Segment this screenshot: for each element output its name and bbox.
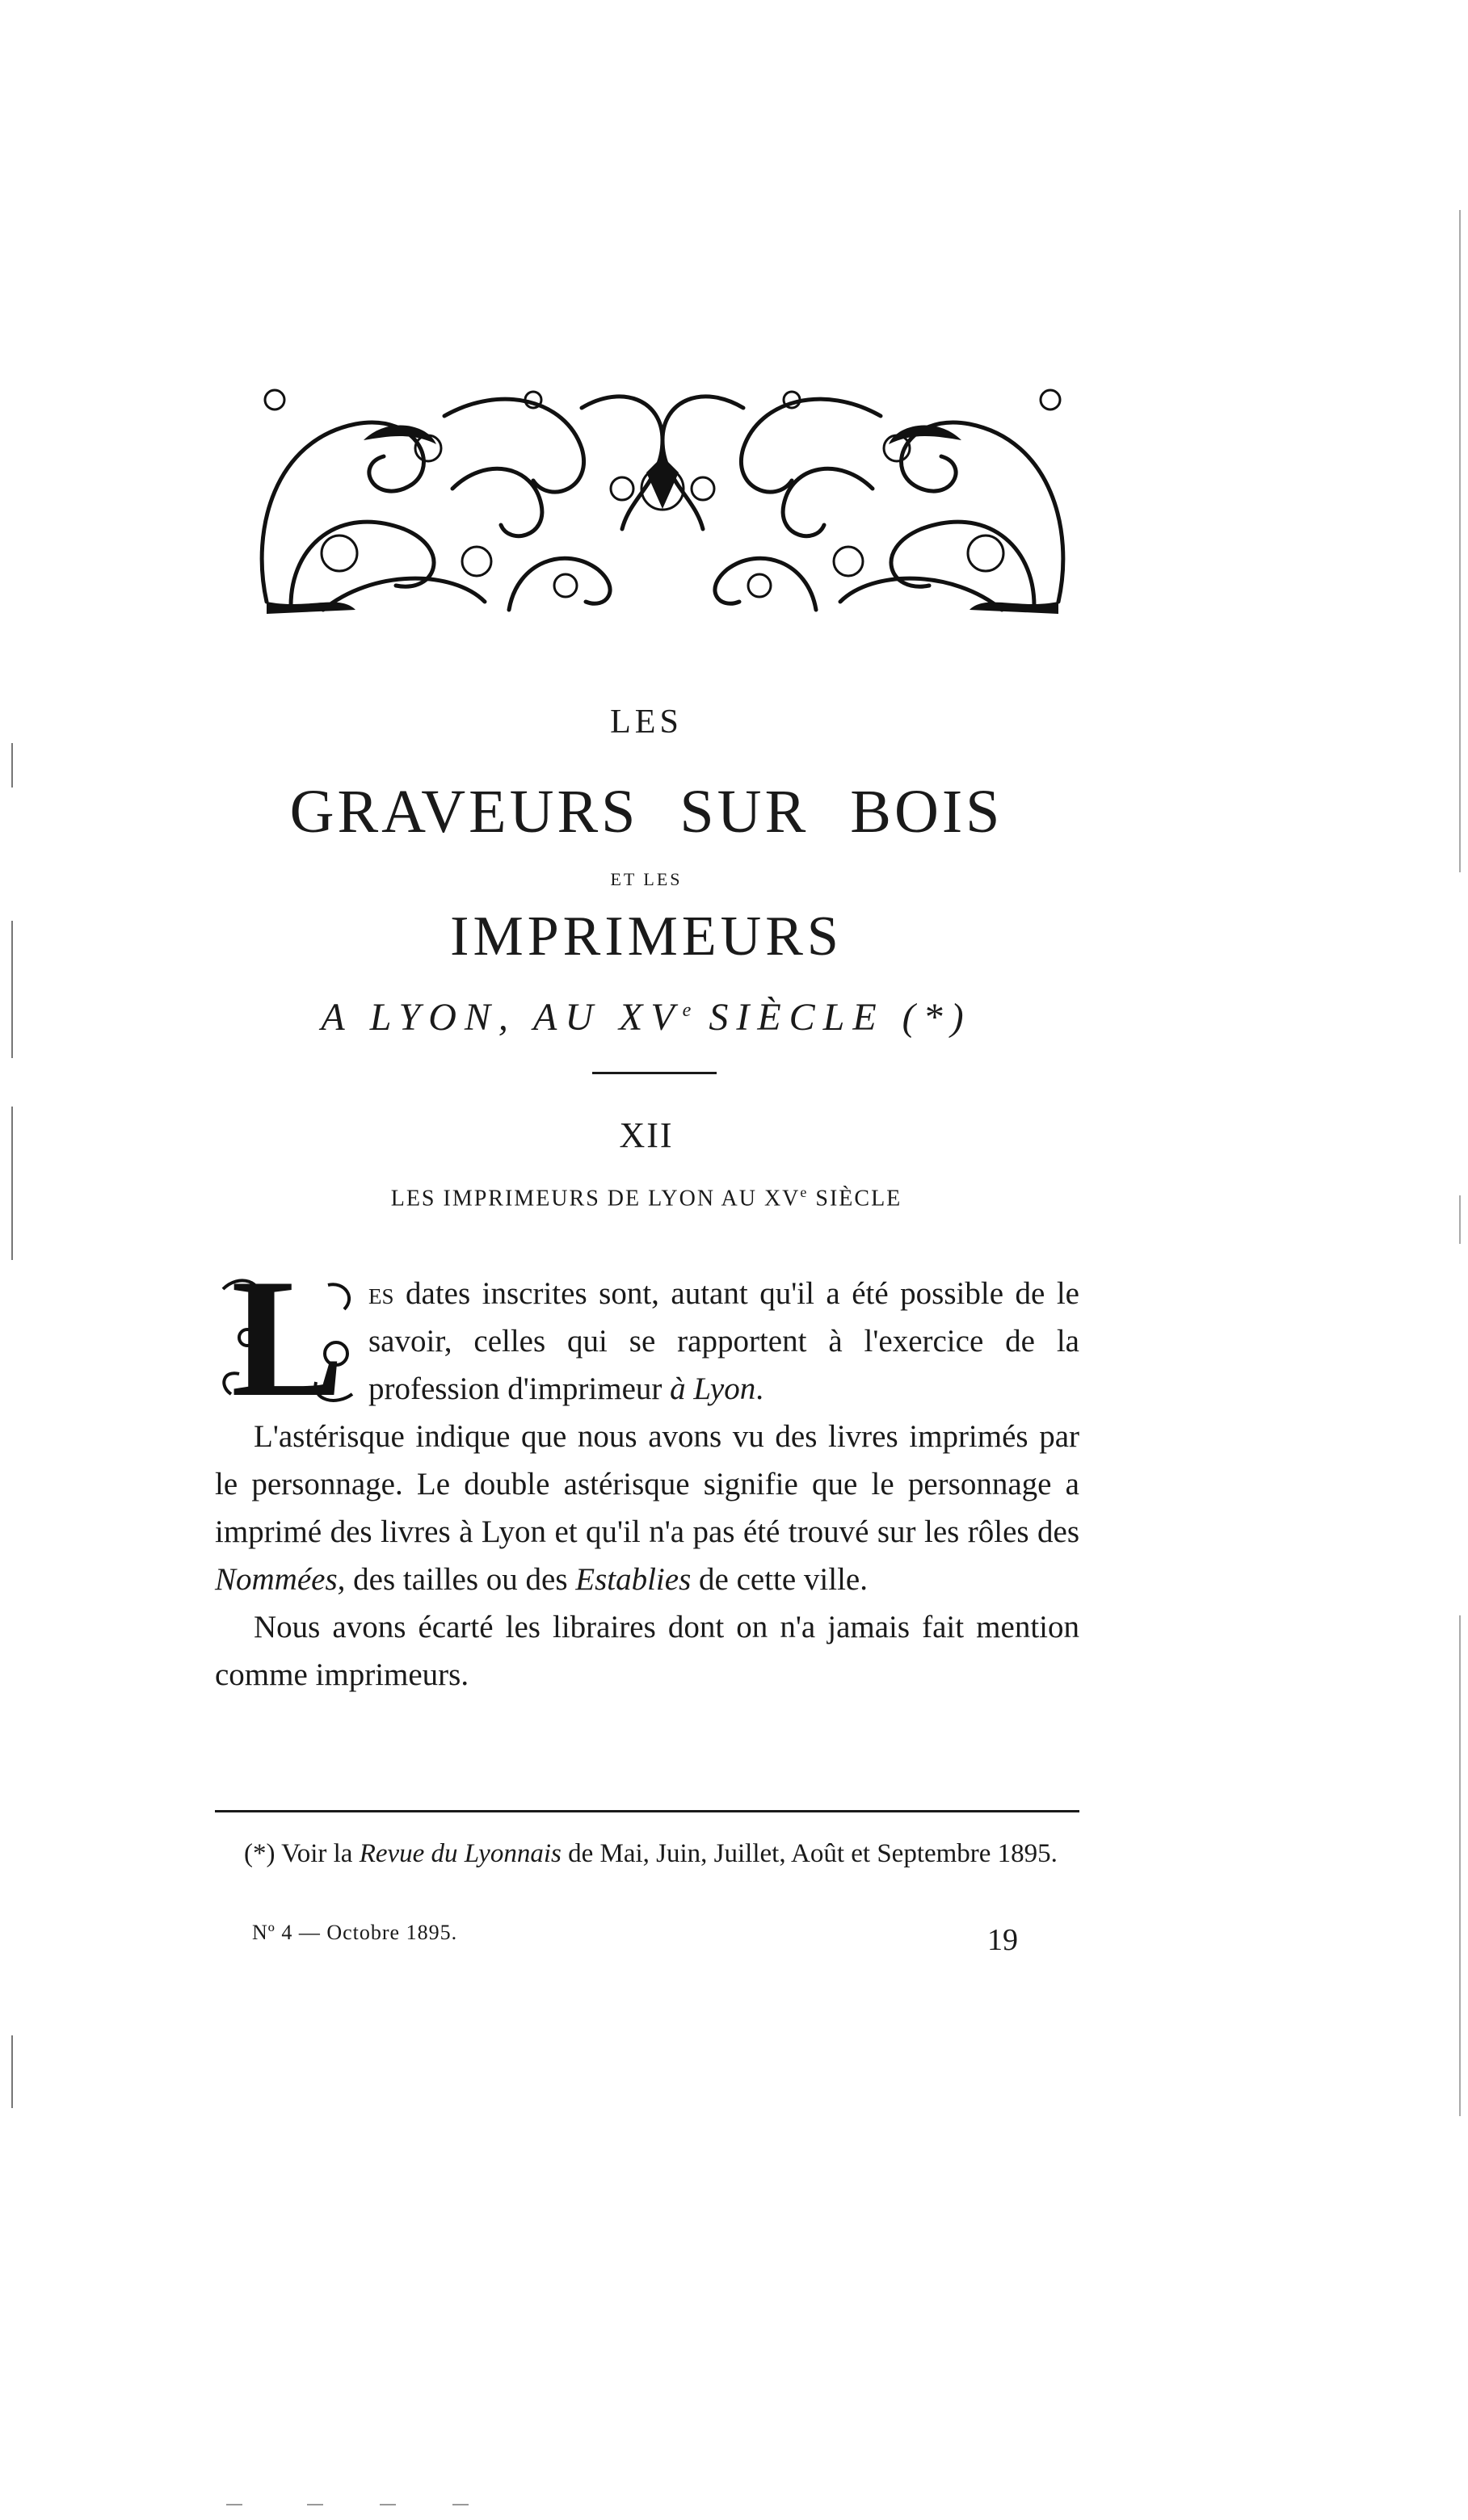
chapter-number: XII: [619, 1115, 674, 1155]
dropcap-letter: L: [231, 1245, 345, 1432]
footnote-italic: Revue du Lyonnais: [359, 1839, 562, 1868]
paragraph-2: [215, 1413, 1079, 1603]
paragraph-text: dates inscrites sont, autant qu'il a été possible de le savoir, celles qui se rapportent à l'exercice de la profession d'imprimeur: [368, 1276, 1079, 1406]
title-divider: [592, 1072, 717, 1074]
dropcap: [215, 1245, 360, 1432]
italic-text: Nommées,: [215, 1562, 346, 1597]
scan-edge-mark: [1459, 1195, 1461, 1244]
scan-edge-mark: [11, 2035, 13, 2108]
chapter-title-sup: e: [800, 1184, 809, 1200]
title-subtitle: [210, 995, 1083, 1040]
footnote: [215, 1833, 1079, 1874]
scan-edge-mark: [1459, 1615, 1461, 2116]
paragraph-text: des tailles ou des: [345, 1562, 576, 1597]
scan-bottom-dash: [380, 2504, 396, 2505]
page-title: GRAVEURS SUR BOIS: [289, 778, 1003, 846]
scan-edge-mark: [11, 1107, 13, 1260]
footnote-text: Voir la: [275, 1839, 360, 1868]
italic-text: Establies: [575, 1562, 692, 1597]
chapter-title-part: LES IMPRIMEURS DE LYON AU XV: [390, 1186, 801, 1212]
chapter-title: [210, 1184, 1083, 1212]
footnote-text: de Mai, Juin, Juillet, Août et Septembre 1895.: [561, 1839, 1058, 1868]
footnote-marker: (*): [244, 1839, 276, 1868]
scan-edge-mark: [11, 743, 13, 788]
italic-text: à Lyon: [670, 1371, 756, 1406]
footnote-divider: [215, 1810, 1079, 1812]
body-text: [215, 1245, 1079, 1699]
chapter-title-part: SIÈCLE: [808, 1186, 902, 1212]
scan-bottom-dash: [452, 2504, 469, 2505]
page-number: 19: [987, 1923, 1018, 1957]
paragraph-text: de cette ville.: [691, 1562, 868, 1597]
scan-edge-mark: [11, 921, 13, 1058]
scan-edge-mark: [1459, 210, 1461, 872]
paragraph-1: [215, 1245, 1079, 1432]
title-imprimeurs: IMPRIMEURS: [450, 905, 843, 968]
subtitle-part: A LYON, AU XV: [321, 996, 683, 1039]
paragraph-text: .: [755, 1371, 763, 1406]
subtitle-sup: e: [682, 1000, 692, 1021]
subtitle-part: SIÈCLE (*): [691, 996, 972, 1039]
paragraph-text: L'astérisque indique que nous avons vu des livres imprimés par le personnage. Le double astérisque signifie que le personnage a imprimé des livres à Lyon et qu'il n'a pas été trouvé sur les rôles des: [215, 1419, 1079, 1549]
paragraph-3: Nous avons écarté les libraires dont on n'a jamais fait mention comme imprimeurs.: [215, 1610, 1079, 1692]
ornamental-headpiece: [242, 368, 1083, 618]
title-et-les: ET LES: [610, 869, 683, 889]
scan-bottom-dash: [307, 2504, 323, 2505]
issue-signature: Nº 4 — Octobre 1895.: [252, 1921, 458, 1944]
opening-smallcaps: es: [368, 1276, 394, 1311]
title-les: LES: [610, 704, 683, 741]
scan-bottom-dash: [226, 2504, 242, 2505]
